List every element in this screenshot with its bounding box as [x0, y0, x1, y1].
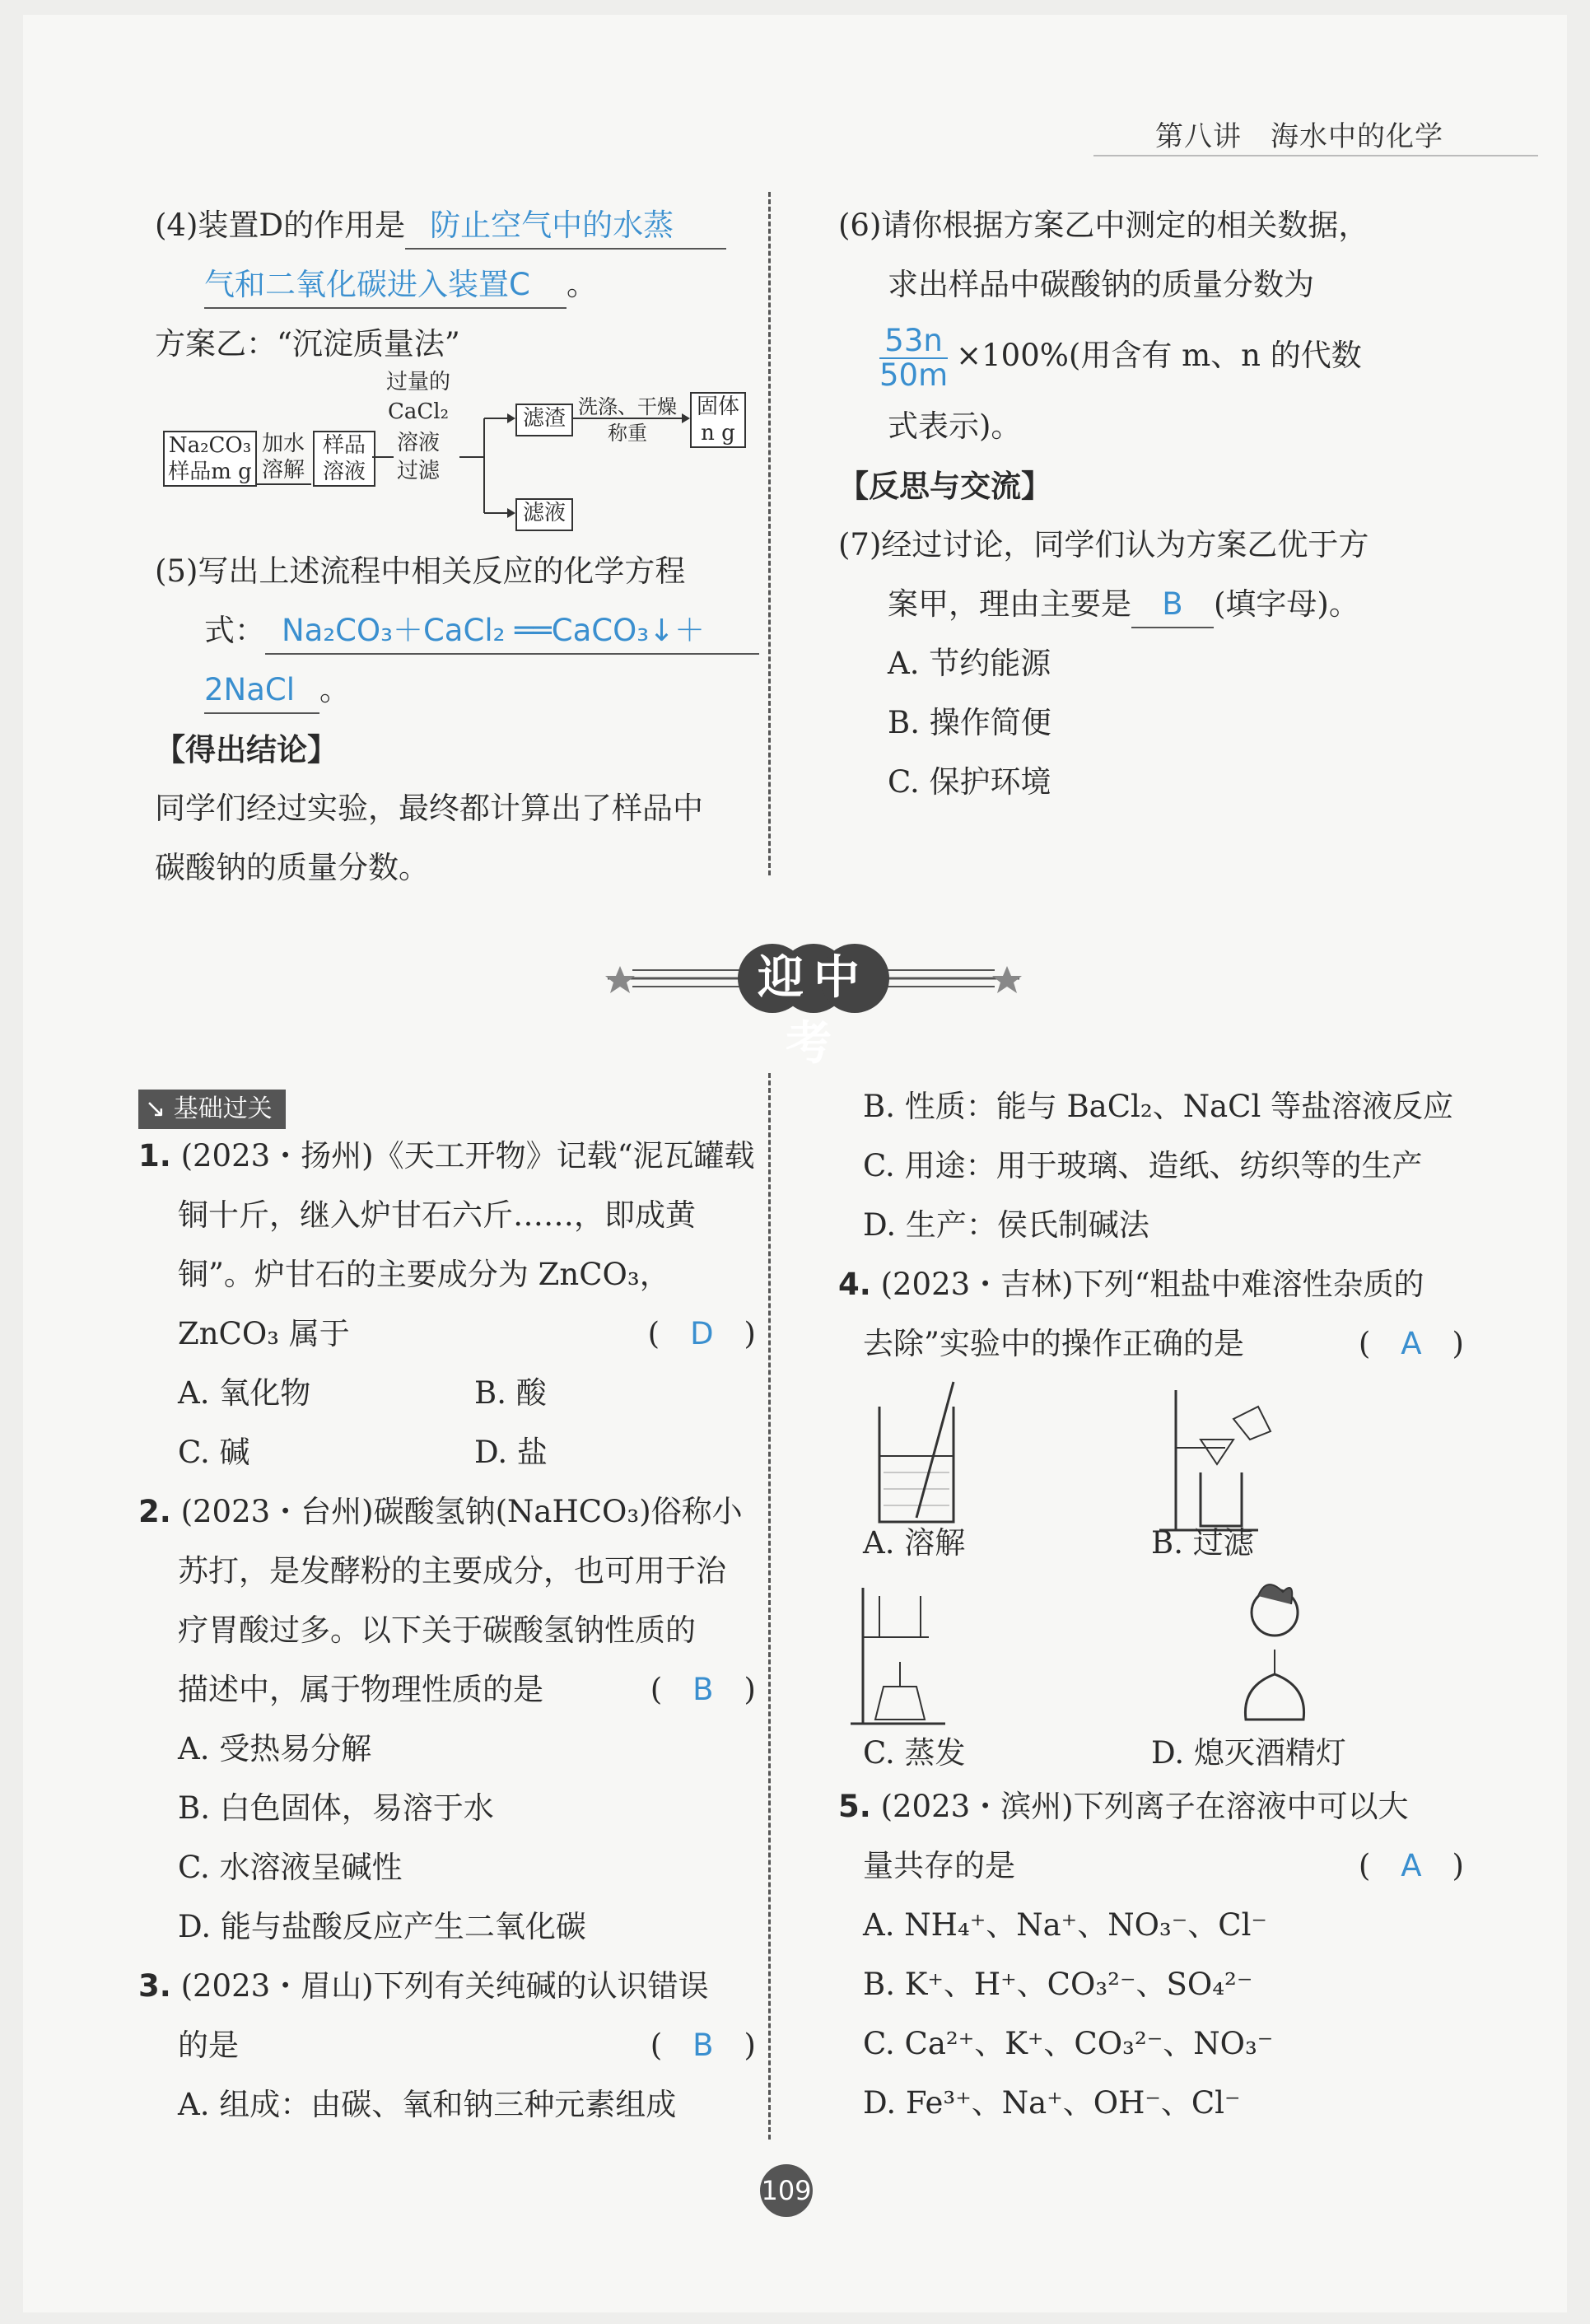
conclusion-title: 【得出结论】	[155, 731, 338, 768]
q1-line-2: 铜十斤，继入炉甘石六斤……，即成黄	[178, 1197, 696, 1233]
q7-line-1: (7)经过讨论，同学们认为方案乙优于方	[838, 527, 1369, 562]
q2-option-a: A. 受热易分解	[178, 1731, 372, 1766]
q5-block	[838, 1777, 1464, 2133]
flow-step-wash: 洗涤、干燥 称重	[578, 395, 677, 445]
q5-line-2: 式： Na₂CO₃＋CaCl₂ ══CaCO₃↓＋	[155, 601, 756, 660]
q5-option-a: A. NH₄⁺、Na⁺、NO₃⁻、Cl⁻	[863, 1907, 1267, 1943]
reflect-title: 【反思与交流】	[838, 468, 1051, 504]
flow-box-sample: Na₂CO₃ 样品m g	[163, 431, 257, 487]
fig-evaporate	[846, 1580, 1011, 1728]
q2-line-1: 2. (2023・台州)碳酸氢钠(NaHCO₃)俗称小	[138, 1494, 743, 1529]
q5-option-c: C. Ca²⁺、K⁺、CO₃²⁻、NO₃⁻	[863, 2026, 1274, 2061]
flow-reagent-4: 过滤	[396, 459, 440, 483]
q5-option-d: D. Fe³⁺、Na⁺、OH⁻、Cl⁻	[863, 2085, 1241, 2121]
right-top-column	[838, 196, 1464, 812]
page-number: 109	[760, 2164, 813, 2217]
conclusion-line-1: 同学们经过实验，最终都计算出了样品中	[155, 791, 703, 826]
q7-answer: B	[1131, 582, 1214, 628]
q5-line-1: (5)写出上述流程中相关反应的化学方程	[155, 553, 686, 589]
q4-line-2: 气和二氧化碳进入装置C 。	[155, 255, 756, 315]
q5-option-b: B. K⁺、H⁺、CO₃²⁻、SO₄²⁻	[863, 1967, 1253, 2002]
q5-answer-1: Na₂CO₃＋CaCl₂ ══CaCO₃↓＋	[265, 609, 759, 655]
flow-diagram	[155, 369, 764, 534]
q1-line-1: 1. (2023・扬州)《天工开物》记载“泥瓦罐载	[138, 1138, 755, 1174]
q3-line-1: 3. (2023・眉山)下列有关纯碱的认识错误	[138, 1968, 709, 2004]
q2-option-c: C. 水溶液呈碱性	[178, 1850, 403, 1885]
q4-line-2: 去除”实验中的操作正确的是 ( A )	[863, 1326, 1464, 1361]
q4-line-1: 4. (2023・吉林)下列“粗盐中难溶性杂质的	[838, 1267, 1424, 1302]
flow-box-solid: 固体 n g	[690, 392, 746, 448]
q2-line-2: 苏打，是发酵粉的主要成分，也可用于治	[178, 1553, 726, 1589]
column-divider-top	[768, 192, 771, 875]
q6-line-3: $\frac{53n}{50m}$ ×100%(用含有 m、n 的代数	[879, 322, 1362, 393]
fig-caption-a: A. 溶解	[863, 1525, 966, 1561]
section-badge: ↘ 基础过关	[138, 1090, 286, 1129]
fig-dissolve	[863, 1374, 1159, 1538]
q5-line-1: 5. (2023・滨州)下列离子在溶液中可以大	[838, 1789, 1409, 1824]
q3-line-2: 的是 ( B )	[178, 2028, 756, 2063]
left-bottom-column	[138, 1077, 756, 2135]
fig-extinguish	[1201, 1571, 1349, 1728]
fig-filter	[1151, 1374, 1316, 1538]
q1-options-cd: C. 碱 D. 盐	[178, 1435, 548, 1470]
q3-option-d: D. 生产：侯氏制碱法	[863, 1207, 1149, 1243]
q7-option-b: B. 操作简便	[888, 705, 1051, 740]
q1-options-ab: A. 氧化物 B. 酸	[178, 1375, 547, 1411]
fig-caption-b: B. 过滤	[1151, 1525, 1254, 1561]
q4-answer: A	[1401, 1326, 1422, 1361]
q7-option-a: A. 节约能源	[888, 646, 1051, 681]
flow-reagent-3: 溶液	[396, 431, 440, 455]
q2-line-3: 疗胃酸过多。以下关于碳酸氢钠性质的	[178, 1612, 696, 1648]
q3-answer: B	[692, 2028, 714, 2063]
q3-option-b: B. 性质：能与 BaCl₂、NaCl 等盐溶液反应	[863, 1089, 1454, 1124]
q4-answer-1: 防止空气中的水蒸	[405, 203, 726, 250]
q6-line-2: 求出样品中碳酸钠的质量分数为	[888, 267, 1314, 302]
q4-line: (4)装置D的作用是 防止空气中的水蒸	[155, 196, 756, 255]
q6-line-1: (6)请你根据方案乙中测定的相关数据，	[838, 208, 1369, 243]
right-bottom-column	[838, 1077, 1464, 1374]
q1-line-4: ZnCO₃ 属于 ( D )	[178, 1316, 756, 1351]
q5-answer-2: 2NaCl	[204, 668, 319, 714]
q7-line-2: 案甲，理由主要是 B (填字母)。	[838, 575, 1464, 634]
left-top-column	[155, 196, 756, 374]
q3-option-c: C. 用途：用于玻璃、造纸、纺织等的生产	[863, 1148, 1423, 1183]
q5-line-2: 量共存的是 ( A )	[863, 1848, 1464, 1883]
header-rule	[1093, 155, 1538, 156]
q6-frac-num: 53n	[879, 324, 948, 359]
q2-option-d: D. 能与盐酸反应产生二氧化碳	[178, 1909, 586, 1944]
q2-option-b: B. 白色固体，易溶于水	[178, 1790, 494, 1826]
page	[23, 15, 1567, 2312]
q5-answer: A	[1401, 1848, 1422, 1883]
q4-answer-2: 气和二氧化碳进入装置C	[204, 263, 567, 309]
plan-b-title: 方案乙：“沉淀质量法”	[155, 326, 460, 362]
q3-option-a: A. 组成：由碳、氧和钠三种元素组成	[178, 2087, 677, 2122]
column-divider-bottom	[768, 1073, 771, 2140]
flow-reagent-2: CaCl₂	[387, 399, 450, 424]
fig-caption-d: D. 熄灭酒精灯	[1151, 1735, 1346, 1771]
q6-frac-den: 50m	[879, 357, 949, 393]
q6-line-4: 式表示)。	[888, 408, 1022, 444]
flow-box-solution: 样品 溶液	[313, 431, 375, 487]
q5-line-3: 2NaCl 。	[155, 660, 756, 720]
q2-line-4: 描述中，属于物理性质的是 ( B )	[178, 1672, 756, 1707]
flow-box-residue: 滤渣	[515, 404, 573, 436]
q7-option-c: C. 保护环境	[888, 764, 1051, 800]
flow-box-filtrate: 滤液	[515, 498, 573, 531]
conclusion-line-2: 碳酸钠的质量分数。	[155, 850, 429, 885]
flow-step-dissolve: 加水 溶解	[255, 431, 311, 485]
fig-caption-c: C. 蒸发	[863, 1735, 966, 1771]
q6-fraction	[879, 324, 948, 392]
q2-answer: B	[692, 1672, 714, 1707]
left-top-column-2	[155, 542, 756, 898]
q1-line-3: 铜”。炉甘石的主要成分为 ZnCO₃，	[178, 1257, 670, 1292]
q1-answer: D	[690, 1316, 714, 1351]
flow-reagent-1: 过量的	[385, 370, 450, 394]
exam-banner	[599, 929, 1028, 1071]
banner-text: 迎中考	[758, 951, 870, 1071]
header-title: 第八讲 海水中的化学	[1155, 120, 1443, 153]
